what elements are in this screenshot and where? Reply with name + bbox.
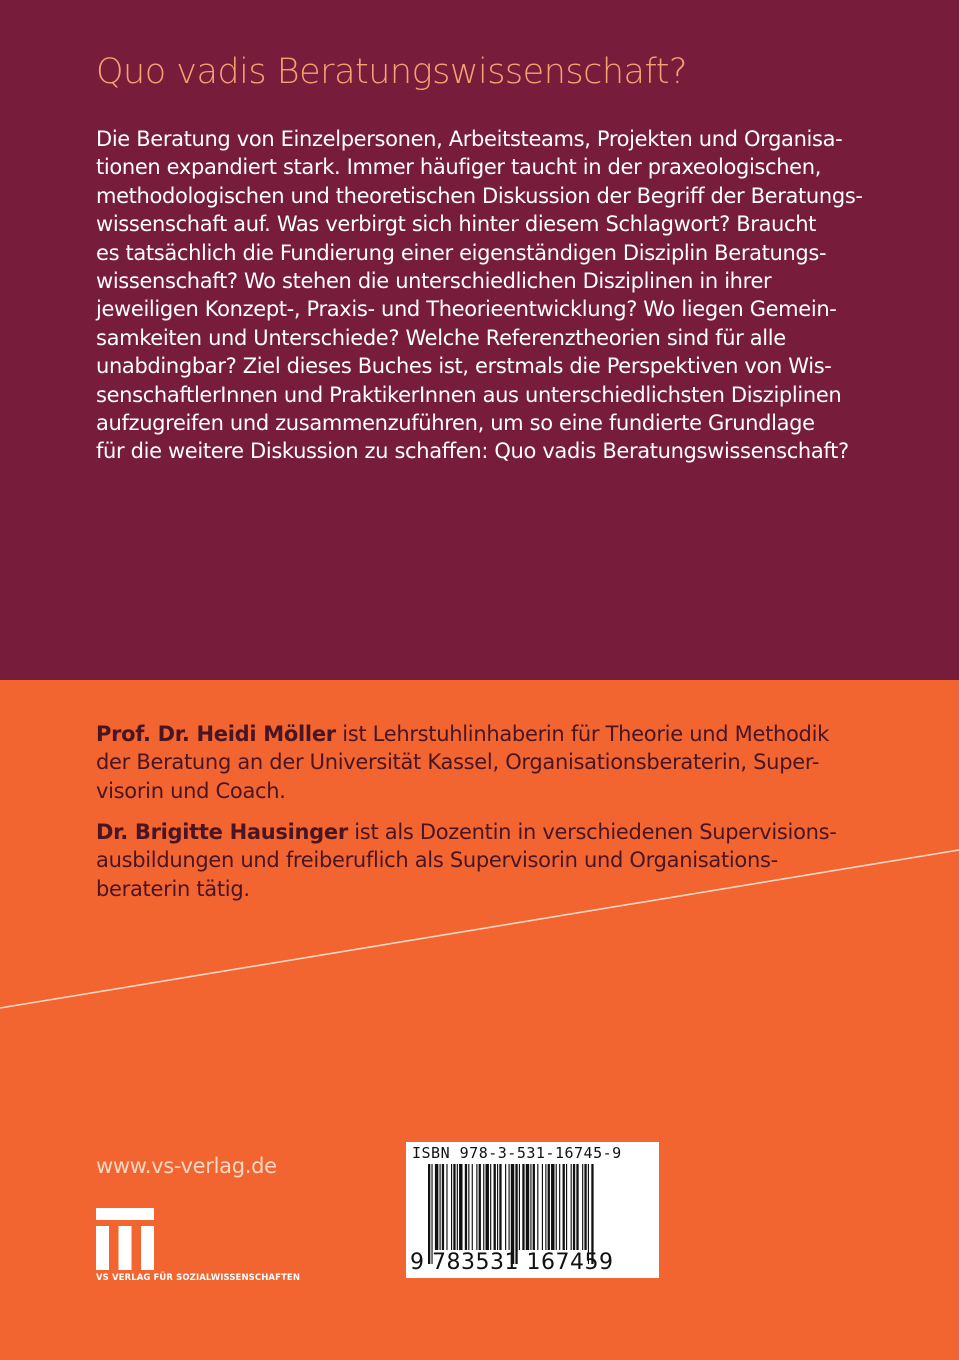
barcode-bar (431, 1164, 432, 1264)
barcode-bar (519, 1164, 520, 1250)
barcode-bar (476, 1164, 477, 1250)
barcode-bar (573, 1164, 575, 1250)
publisher-website[interactable]: www.vs-verlag.de (96, 1154, 277, 1178)
blurb-line: unabdingbar? Ziel dieses Buches ist, erstmals die Perspektiven von Wis- (96, 354, 832, 379)
author-name: Prof. Dr. Heidi Möller (96, 722, 336, 746)
barcode-bar (446, 1164, 447, 1250)
author-bio-text: ist Lehrstuhlinhaberin für Theorie und Methodik (335, 722, 829, 746)
barcode-bar (472, 1164, 473, 1250)
barcode-bar (494, 1164, 496, 1250)
barcode-bar (563, 1164, 565, 1250)
barcode-bar (522, 1164, 524, 1250)
barcode-bar (440, 1164, 441, 1250)
barcode-bar (545, 1164, 546, 1250)
author-bio-text: ist als Dozentin in verschiedenen Supervisions- (347, 820, 837, 844)
barcode-bar (588, 1164, 589, 1264)
barcode-bar (486, 1164, 489, 1250)
book-title: Quo vadis Beratungswissenschaft? (96, 52, 687, 92)
barcode-bar (453, 1164, 455, 1250)
barcode-bar (499, 1164, 501, 1250)
barcode-bar (468, 1164, 469, 1250)
barcode-bar (515, 1164, 517, 1264)
blurb-line: wissenschaft? Wo stehen die unterschiedlichen Disziplinen in ihrer (96, 269, 772, 294)
publisher-logo-icon (96, 1208, 156, 1270)
isbn-label: ISBN 978-3-531-16745-9 (412, 1144, 622, 1162)
barcode-bar (576, 1164, 578, 1250)
barcode-bar (483, 1164, 484, 1250)
barcode-bar (556, 1164, 557, 1250)
publisher-name: VS VERLAG FÜR SOZIALWISSENSCHAFTEN (96, 1273, 301, 1283)
barcode-bar (582, 1164, 583, 1250)
barcode-bar (537, 1164, 538, 1250)
barcode-bar (591, 1164, 593, 1264)
barcode-bar (490, 1164, 491, 1250)
blurb-line: wissenschaft auf. Was verbirgt sich hinter diesem Schlagwort? Braucht (96, 212, 817, 237)
barcode-bar (505, 1164, 506, 1250)
blurb-line: es tatsächlich die Fundierung einer eigenständigen Disziplin Beratungs- (96, 240, 827, 265)
barcode-bar (459, 1164, 462, 1250)
author-bio-line: der Beratung an der Universität Kassel, Organisationsberaterin, Super- (96, 750, 820, 775)
ean-digits: 9 783531 167459 (410, 1250, 614, 1275)
barcode-bar (435, 1164, 438, 1250)
barcode-bar (584, 1164, 586, 1250)
barcode-bar (548, 1164, 550, 1250)
blurb-line: Die Beratung von Einzelpersonen, Arbeitsteams, Projekten und Organisa- (96, 127, 843, 151)
blurb-line: aufzugreifen und zusammenzuführen, um so eine fundierte Grundlage (96, 411, 815, 436)
blurb-line: tionen expandiert stark. Immer häufiger taucht in der praxeologischen, (96, 155, 822, 180)
barcode-bar (511, 1164, 514, 1264)
barcode-bar (451, 1164, 452, 1250)
blurb-line: jeweiligen Konzept-, Praxis- und Theorieentwicklung? Wo liegen Gemein- (96, 297, 837, 322)
blurb-line: senschaftlerInnen und PraktikerInnen aus unterschiedlichsten Disziplinen (96, 382, 842, 407)
barcode-bar (526, 1164, 529, 1250)
author-bio-line: beraterin tätig. (96, 876, 250, 901)
blurb-line: methodologischen und theoretischen Diskussion der Begriff der Beratungs- (96, 183, 863, 208)
barcode-bar (497, 1164, 498, 1250)
author-bio-line: ausbildungen und freiberuflich als Supervisorin und Organisations- (96, 848, 778, 873)
blurb-line: für die weitere Diskussion zu schaffen: Quo vadis Beratungswissenschaft? (96, 439, 849, 464)
barcode-bar (533, 1164, 535, 1250)
author-name: Dr. Brigitte Hausinger (96, 820, 348, 844)
blurb-line: samkeiten und Unterschiede? Welche Referenztheorien sind für alle (96, 325, 786, 350)
barcode-bar (551, 1164, 554, 1250)
barcode-bar (479, 1164, 481, 1250)
barcode-bar (566, 1164, 567, 1250)
barcode-bar (442, 1164, 444, 1250)
barcode-bar (465, 1164, 467, 1250)
author-bio-line: visorin und Coach. (96, 778, 286, 803)
barcode-bar (509, 1164, 510, 1250)
barcode-bar (428, 1164, 430, 1264)
isbn-barcode (406, 1142, 659, 1278)
barcode-bar (457, 1164, 458, 1250)
barcode-bar (559, 1164, 560, 1250)
barcode-bar (530, 1164, 531, 1250)
barcode-bar (571, 1164, 572, 1250)
barcode-bar (542, 1164, 543, 1250)
